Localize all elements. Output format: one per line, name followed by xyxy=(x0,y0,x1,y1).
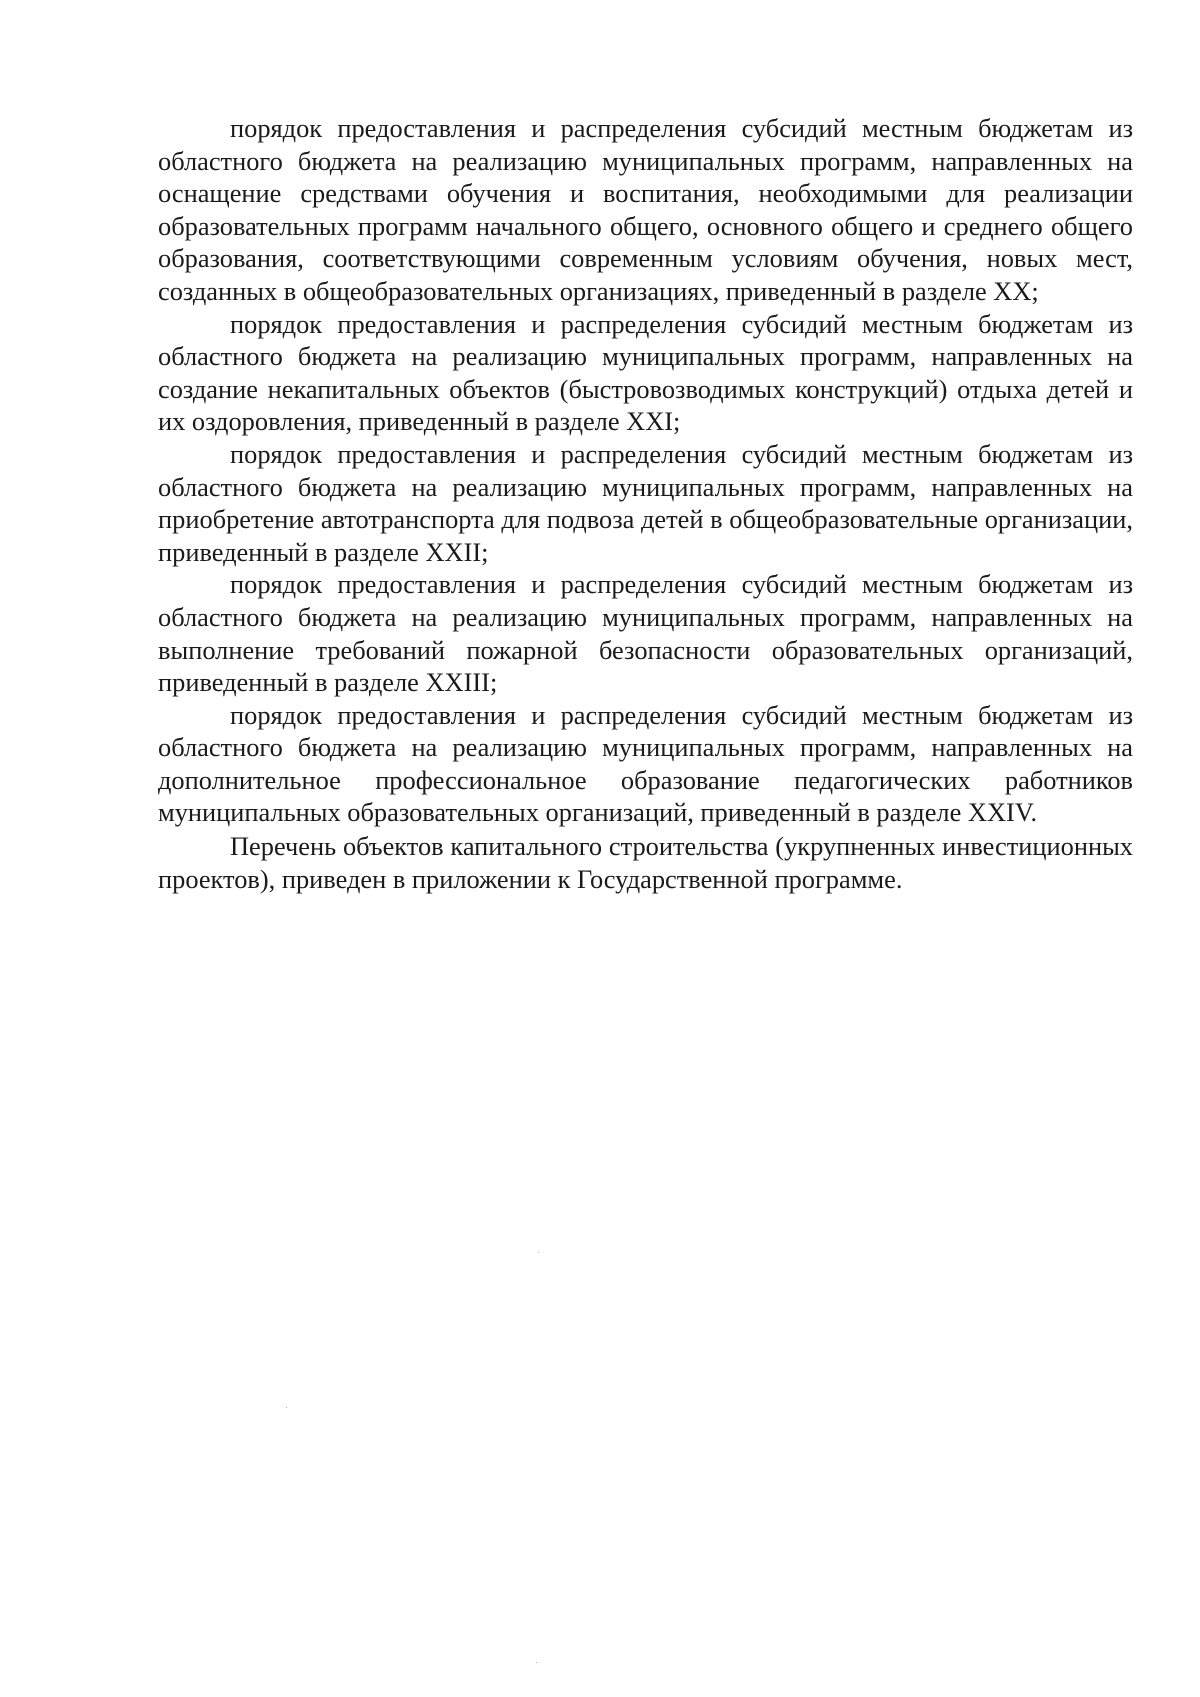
paragraph-section-xxiii: порядок предоставления и распределения субсидий местным бюджетам из областного бюджета на реализацию муниципальных программ, направленных на выполнение требований пожарной безопасности образовательных организаций, приведенный в разделе XXIII; xyxy=(158,569,1133,698)
paragraph-section-xx: порядок предоставления и распределения субсидий местным бюджетам из областного бюджета на реализацию муниципальных программ, направленных на оснащение средствами обучения и воспитания, необходимыми для реализации образовательных программ начального общего, основного общего и среднего общего образования, соответствующими современным условиям обучения, новых мест, созданных в общеобразовательных организациях, приведенный в разделе XX; xyxy=(158,113,1133,306)
paragraph-capital-construction-list: Перечень объектов капитального строительства (укрупненных инвестиционных проектов), приведен в приложении к Государственной программе. xyxy=(158,831,1133,894)
scan-speck xyxy=(536,1662,537,1663)
paragraph-section-xxiv: порядок предоставления и распределения субсидий местным бюджетам из областного бюджета на реализацию муниципальных программ, направленных на дополнительное профессиональное образование педагогических работников муниципальных образовательных организаций, приведенный в разделе XXIV. xyxy=(158,699,1133,828)
scan-speck xyxy=(286,1407,287,1408)
document-body xyxy=(158,112,1133,895)
scan-speck xyxy=(538,1252,539,1253)
paragraph-section-xxii: порядок предоставления и распределения субсидий местным бюджетам из областного бюджета на реализацию муниципальных программ, направленных на приобретение автотранспорта для подвоза детей в общеобразовательные организации, приведенный в разделе XXII; xyxy=(158,438,1133,567)
paragraph-section-xxi: порядок предоставления и распределения субсидий местным бюджетам из областного бюджета на реализацию муниципальных программ, направленных на создание некапитальных объектов (быстровозводимых конструкций) отдыха детей и их оздоровления, приведенный в разделе XXI; xyxy=(158,308,1133,437)
